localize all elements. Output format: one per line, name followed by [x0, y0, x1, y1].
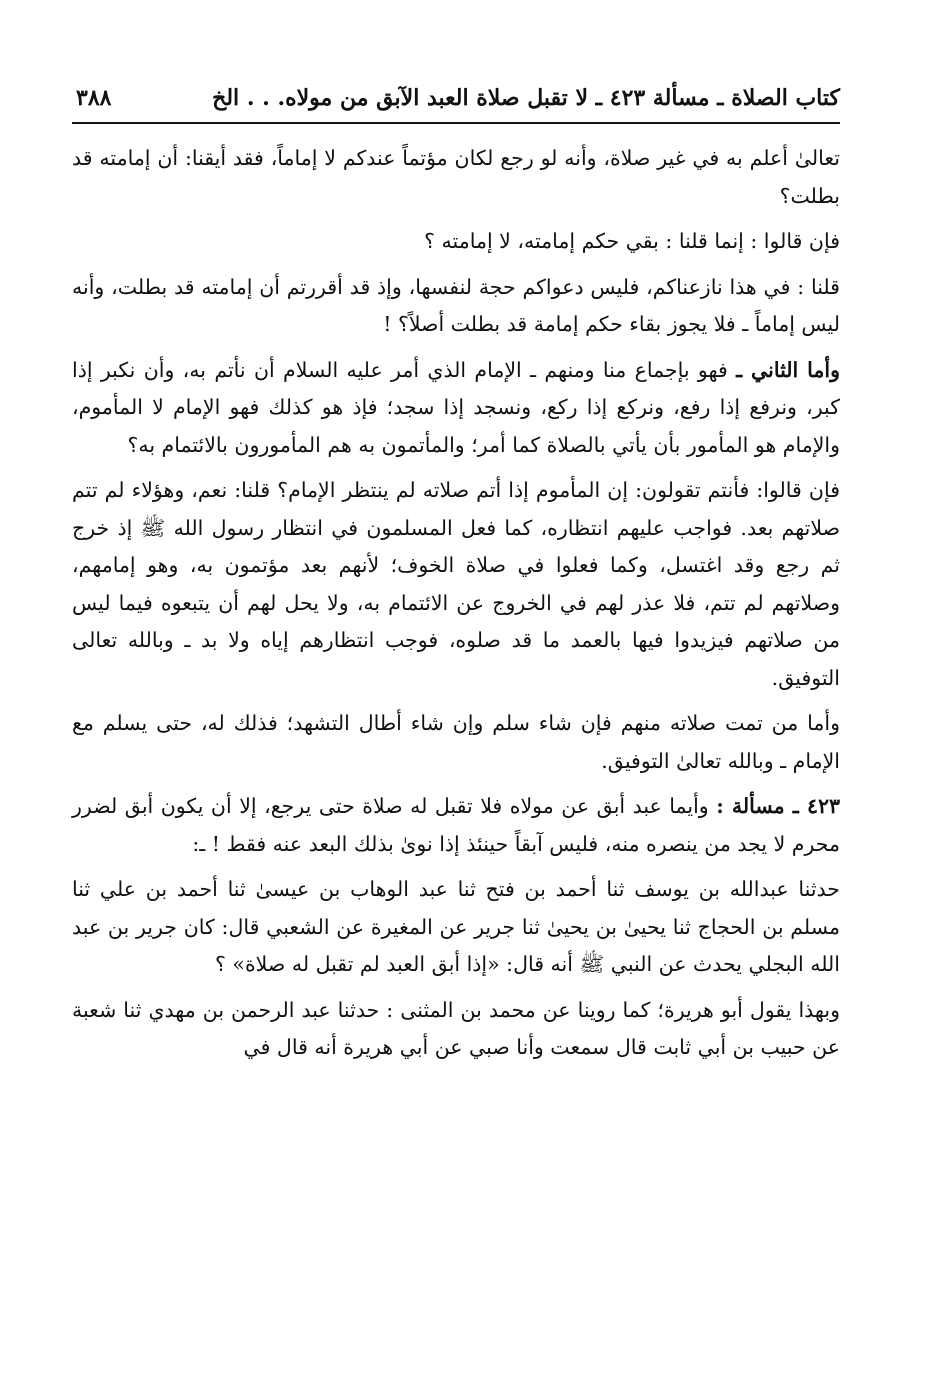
paragraph	[72, 705, 840, 780]
paragraph	[72, 352, 840, 465]
paragraph	[72, 992, 840, 1067]
paragraph-text: فهو بإجماع منا ومنهم ـ الإمام الذي أمر عليه السلام أن نأتم به، وأن نكبر إذا كبر، ونرفع إذا رفع، ونركع إذا ركع، ونسجد إذا سجد؛ فإذ هو كذلك فهو الإمام لا المأموم، والإمام هو المأمور بأن يأتي بالصلاة كما أمر؛ والمأتمون به هم المأمورون بالائتمام به؟	[72, 357, 840, 457]
paragraph-text: تعالىٰ أعلم به في غير صلاة، وأنه لو رجع لكان مؤتماً عندكم لا إماماً، فقد أيقنا: أن إمامته قد بطلت؟	[72, 146, 840, 208]
paragraph	[72, 140, 840, 215]
running-header	[72, 78, 840, 124]
paragraph	[72, 788, 840, 863]
paragraph-text: وأما من تمت صلاته منهم فإن شاء سلم وإن شاء أطال التشهد؛ فذلك له، حتى يسلم مع الإمام ـ وبالله تعالىٰ التوفيق.	[72, 711, 840, 773]
paragraph	[72, 871, 840, 984]
paragraph-text: قلنا : في هذا نازعناكم، فليس دعواكم حجة لنفسها، وإذ قد أقررتم أن إمامته قد بطلت، وأنه ليس إماماً ـ فلا يجوز بقاء حكم إمامة قد بطلت أصلاً؟ !	[72, 274, 840, 336]
page-body	[72, 140, 840, 1067]
header-title: كتاب الصلاة ـ مسألة ٤٢٣ ـ لا تقبل صلاة العبد الآبق من مولاه. . . الخ	[212, 85, 840, 111]
paragraph-text: فإن قالوا: فأنتم تقولون: إن المأموم إذا أتم صلاته لم ينتظر الإمام؟ قلنا: نعم، وهؤلاء لم تتم صلاتهم بعد. فواجب عليهم انتظاره، كما فعل المسلمون في انتظار رسول الله ﷺ إذ خرج ثم رجع وقد اغتسل، وكما فعلوا في صلاة الخوف؛ لأنهم بعد مؤتمون به، وهو إمامهم، وصلاتهم لم تتم، فلا عذر لهم في الخروج عن الائتمام به، ولا يحل لهم أن يتبعوه فيما ليس من صلاتهم فيزيدوا فيها بالعمد ما قد صلوه، فوجب انتظارهم إياه ولا بد ـ وبالله تعالى التوفيق.	[72, 478, 840, 690]
paragraph	[72, 472, 840, 697]
paragraph-lead: وأما الثاني ـ	[736, 357, 840, 382]
paragraph-text: وأيما عبد أبق عن مولاه فلا تقبل له صلاة حتى يرجع، إلا أن يكون أبق لضرر محرم لا يجد من ينصره منه، فليس آبقاً حينئذ إذا نوىٰ بذلك البعد عنه فقط ! ـ:	[72, 794, 840, 856]
paragraph-text: حدثنا عبدالله بن يوسف ثنا أحمد بن فتح ثنا عبد الوهاب بن عيسىٰ ثنا أحمد بن علي ثنا مسلم بن الحجاج ثنا يحيىٰ بن يحيىٰ ثنا جرير عن المغيرة عن الشعبي قال: كان جرير بن عبد الله البجلي يحدث عن النبي ﷺ أنه قال: «إذا أبق العبد لم تقبل له صلاة» ؟	[72, 877, 840, 976]
book-page	[72, 78, 840, 1075]
paragraph-text: وبهذا يقول أبو هريرة؛ كما روينا عن محمد بن المثنى : حدثنا عبد الرحمن بن مهدي ثنا شعبة عن حبيب بن أبي ثابت قال سمعت وأنا صبي عن أبي هريرة أنه قال في	[72, 997, 840, 1059]
paragraph-text: فإن قالوا : إنما قلنا : بقي حكم إمامته، لا إمامته ؟	[424, 229, 840, 253]
paragraph	[72, 269, 840, 344]
paragraph	[72, 223, 840, 261]
page-number: ٣٨٨	[76, 85, 112, 111]
paragraph-lead: ٤٢٣ ـ مسألة :	[716, 794, 840, 818]
